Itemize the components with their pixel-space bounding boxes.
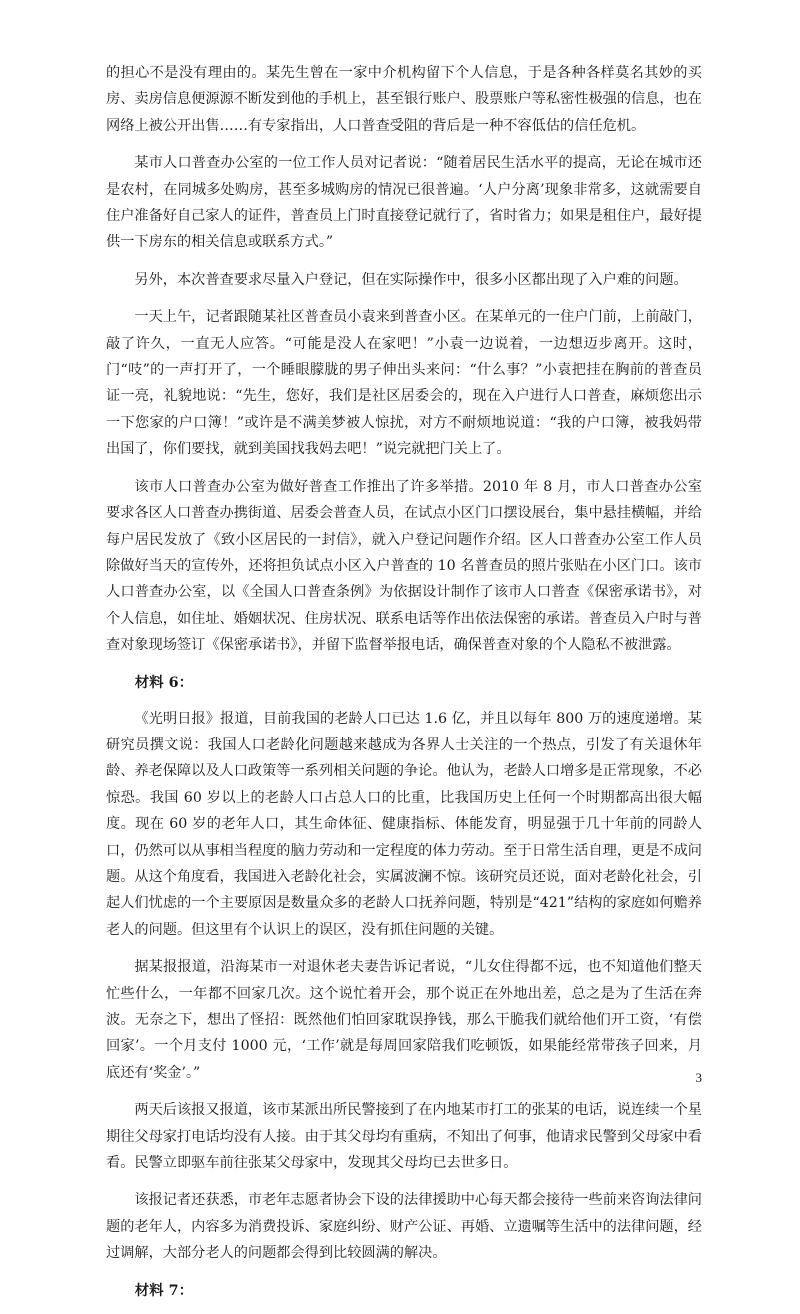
paragraph-police-report: 两天后该报又报道，该市某派出所民警接到了在内地某市打工的张某的电话，说连续一个星期往父母家打电话均没有人接。由于其父母均有重病，不知出了何事，他请求民警到父母家中看看。民警立即驱车前往张某父母家中，发现其父母均已去世多日。 xyxy=(106,1102,702,1172)
paragraph-reporter-story: 一天上午，记者跟随某社区普查员小袁来到普查小区。在某单元的一住户门前，上前敲门，敲了许久，一直无人应答。“可能是没人在家吧！”小袁一边说着，一边想迈步离开。这时，门“吱”的一声打开了，一个睡眼朦胧的男子伸出头来问：“什么事？”小袁把挂在胸前的普查员证一亮，礼貌地说：“先生，您好，我们是社区居委会的，现在入户进行人口普查，麻烦您出示一下您家的户口簿！”或许是不满美梦被人惊扰，对方不耐烦地说道：“我的户口簿，被我妈带出国了，你们要找，就到美国找我妈去吧！”说完就把门关上了。 xyxy=(106,309,702,458)
paragraph-office-staff-quote: 某市人口普查办公室的一位工作人员对记者说：“随着居民生活水平的提高，无论在城市还是农村，在同城多处购房，甚至多城购房的情况已很普遍。‘人户分离’现象非常多，这就需要自住户准备好自己家人的证件，普查员上门时直接登记就行了，省时省力；如果是租住户，最好提供一下房东的相关信息或联系方式。” xyxy=(106,155,702,251)
paragraph-paid-visit: 据某报报道，沿海某市一对退休老夫妻告诉记者说，“儿女住得都不远，也不知道他们整天忙些什么，一年都不回家几次。这个说忙着开会，那个说正在外地出差，总之是为了生活在奔波。无奈之下，想出了怪招：既然他们怕回家耽误挣钱，那么干脆我们就给他们开工资，‘有偿回家’。一个月支付 1000 元，‘工作’就是每周回家陪我们吃顿饭，如果能经常带孩子回来，月底还有‘奖金’。” xyxy=(106,959,702,1081)
paragraph-entry-difficulty: 另外，本次普查要求尽量入户登记，但在实际操作中，很多小区都出现了入户难的问题。 xyxy=(134,271,688,288)
paragraph-continued: 的担心不是没有理由的。某先生曾在一家中介机构留下个人信息，于是各种各样莫名其妙的买房、卖房信息便源源不断发到他的手机上，甚至银行账户、股票账户等私密性极强的信息，也在网络上被公开出售……有专家指出，人口普查受阻的背后是一种不容低估的信任危机。 xyxy=(106,65,702,134)
page-number: 3 xyxy=(695,1070,702,1085)
paragraph-census-measures: 该市人口普查办公室为做好普查工作推出了许多举措。2010 年 8 月，市人口普查办公室要求各区人口普查办携街道、居委会普查人员，在试点小区门口摆设展台，集中悬挂横幅，并给每户居民发放了《致小区居民的一封信》，就入户登记问题作介绍。区人口普查办公室工作人员除做好当天的宣传外，还将担负试点小区入户普查的 10 名普查员的照片张贴在小区门口。该市人口普查办公室，以《全国人口普查条例》为依据设计制作了该市人口普查《保密承诺书》，对个人信息，如住址、婚姻状况、住房状况、联系电话等作出依法保密的承诺。普查员入户时与普查对象现场签订《保密承诺书》，并留下监督举报电话，确保普查对象的个人隐私不被泄露。 xyxy=(106,478,702,654)
section-heading-material-7: 材料 7： xyxy=(134,1281,193,1299)
paragraph-legal-aid: 该报记者还获悉，市老年志愿者协会下设的法律援助中心每天都会接待一些前来咨询法律问题的老年人，内容多为消费投诉、家庭纠纷、财产公证、再婚、立遗嘱等生活中的法律问题，经过调解，大部分老人的问题都会得到比较圆满的解决。 xyxy=(106,1192,702,1262)
paragraph-aging-report: 《光明日报》报道，目前我国的老龄人口已达 1.6 亿，并且以每年 800 万的速度递增。某研究员撰文说：我国人口老龄化问题越来越成为各界人士关注的一个热点，引发了有关退休年龄、养老保障以及人口政策等一系列相关问题的争论。他认为，老龄人口增多是正常现象，不必惊恐。我国 60 岁以上的老龄人口占总人口的比重，比我国历史上任何一个时期都高出很大幅度。现在 60 岁的老年人口，其生命体征、健康指标、体能发育，明显强于几十年前的同龄人口，仍然可以从事相当程度的脑力劳动和一定程度的体力劳动。至于日常生活自理，更是不成问题。从这个角度看，我国进入老龄化社会，实属波澜不惊。该研究员还说，面对老龄化社会，引起人们忧虑的一个主要原因是数量众多的老龄人口抚养问题，特别是“421”结构的家庭如何赡养老人的问题。但这里有个认识上的误区，没有抓住问题的关键。 xyxy=(106,710,702,938)
document-body xyxy=(106,60,702,1314)
section-heading-material-6: 材料 6： xyxy=(134,673,193,691)
